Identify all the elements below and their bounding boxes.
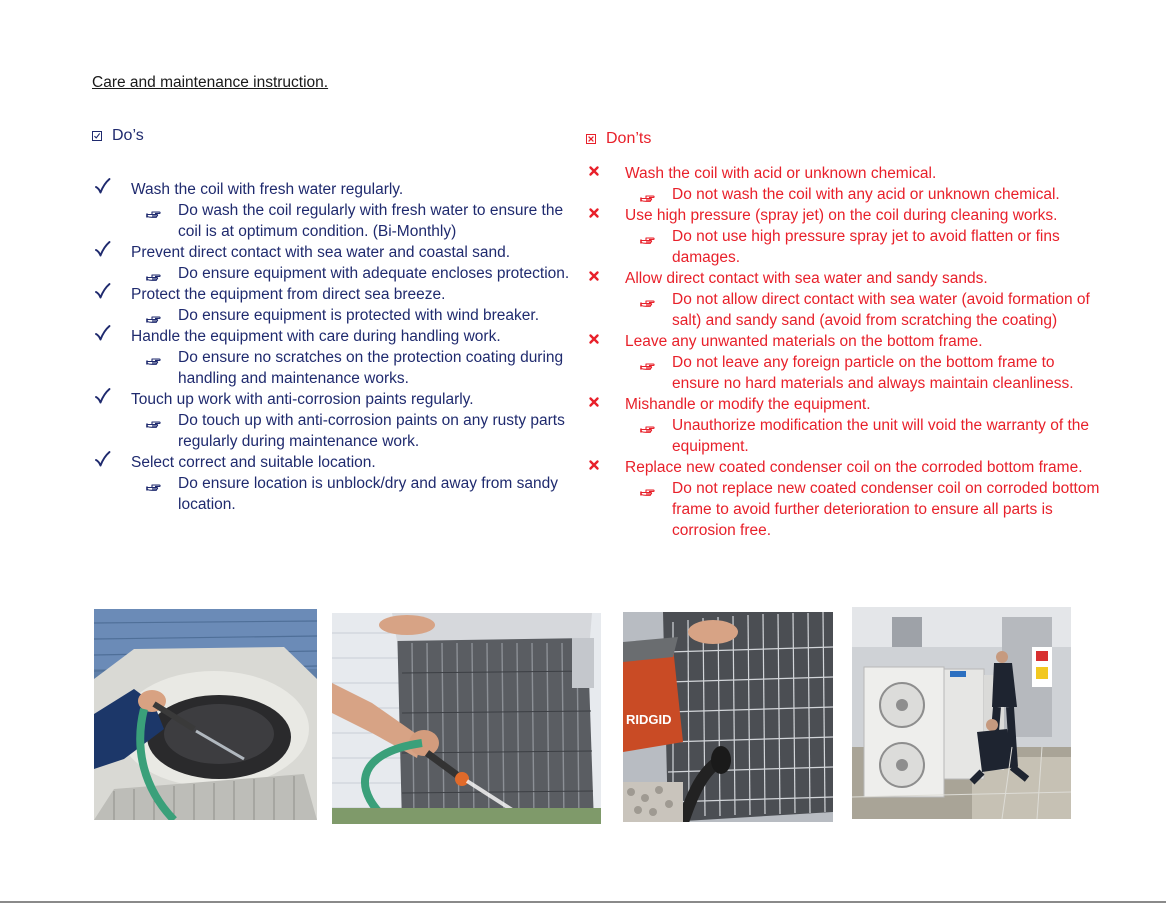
cross-icon xyxy=(587,269,607,289)
dos-item xyxy=(92,242,572,263)
donts-item xyxy=(586,205,1101,226)
dos-sub-item xyxy=(92,410,572,452)
dos-sub-item-text: Do ensure location is unblock/dry and away from sandy location. xyxy=(178,475,558,513)
pointing-hand-icon xyxy=(146,478,161,489)
dos-item-text: Select correct and suitable location. xyxy=(131,454,376,471)
pointing-hand-icon xyxy=(146,268,161,279)
donts-item xyxy=(586,394,1101,415)
dos-sub-item-text: Do touch up with anti-corrosion paints on any rusty parts regularly during maintenance work. xyxy=(178,412,565,450)
photo-technicians-servicing-units xyxy=(852,607,1071,819)
donts-sub-item xyxy=(586,226,1101,268)
donts-list xyxy=(586,163,1101,541)
donts-sub-item-text: Do not replace new coated condenser coil on corroded bottom frame to avoid further deterioration to ensure all parts is corrosion free. xyxy=(672,480,1100,539)
donts-sub-item xyxy=(586,478,1101,541)
dos-sub-item xyxy=(92,347,572,389)
donts-item-text: Replace new coated condenser coil on the corroded bottom frame. xyxy=(625,459,1083,476)
dos-item xyxy=(92,284,572,305)
page-bottom-border xyxy=(0,901,1166,903)
donts-heading xyxy=(586,130,651,148)
cross-icon xyxy=(587,164,607,184)
vacuum-brand-label: RIDGID xyxy=(626,712,672,727)
photo-hose-spraying-coil xyxy=(332,613,601,824)
pointing-hand-icon xyxy=(146,352,161,363)
dos-list xyxy=(92,179,572,515)
photo-hose-washing-unit-top xyxy=(94,609,317,820)
pointing-hand-icon xyxy=(146,310,161,321)
checkmark-icon xyxy=(93,386,113,406)
donts-item-text: Wash the coil with acid or unknown chemical. xyxy=(625,165,937,182)
donts-item xyxy=(586,163,1101,184)
document-title: Care and maintenance instruction. xyxy=(92,74,329,91)
dos-item xyxy=(92,179,572,200)
checkmark-icon xyxy=(93,239,113,259)
dos-sub-item xyxy=(92,473,572,515)
pointing-hand-icon xyxy=(640,294,655,305)
dos-sub-item-text: Do ensure no scratches on the protection coating during handling and maintenance works. xyxy=(178,349,564,387)
dos-sub-item-text: Do ensure equipment with adequate encloses protection. xyxy=(178,265,570,282)
pointing-hand-icon xyxy=(640,483,655,494)
cross-icon xyxy=(587,458,607,478)
dos-sub-item-text: Do wash the coil regularly with fresh water to ensure the coil is at optimum condition. (Bi-Monthly) xyxy=(178,202,564,240)
cross-icon xyxy=(587,395,607,415)
checkmark-icon xyxy=(93,323,113,343)
donts-sub-item-text: Do not wash the coil with any acid or unknown chemical. xyxy=(672,186,1060,203)
cross-icon xyxy=(587,332,607,352)
donts-item xyxy=(586,457,1101,478)
donts-heading-label: Don’ts xyxy=(606,130,652,147)
dos-sub-item xyxy=(92,263,572,284)
donts-sub-item-text: Do not leave any foreign particle on the bottom frame to ensure no hard materials and always maintain cleanliness. xyxy=(672,354,1074,392)
donts-sub-item xyxy=(586,352,1101,394)
pointing-hand-icon xyxy=(640,189,655,200)
donts-sub-item xyxy=(586,415,1101,457)
dos-item-text: Touch up work with anti-corrosion paints regularly. xyxy=(131,391,474,408)
photo-vacuum-cleaning-condenser xyxy=(623,612,833,822)
pointing-hand-icon xyxy=(640,231,655,242)
dos-sub-item-text: Do ensure equipment is protected with wind breaker. xyxy=(178,307,540,324)
dos-sub-item xyxy=(92,305,572,326)
dos-item-text: Prevent direct contact with sea water and coastal sand. xyxy=(131,244,511,261)
checkmark-icon xyxy=(93,281,113,301)
pointing-hand-icon xyxy=(146,415,161,426)
checkbox-checked-icon xyxy=(92,131,102,141)
checkbox-crossed-icon xyxy=(586,134,596,144)
donts-item-text: Mishandle or modify the equipment. xyxy=(625,396,871,413)
dos-item xyxy=(92,389,572,410)
donts-item xyxy=(586,331,1101,352)
donts-sub-item-text: Do not use high pressure spray jet to avoid flatten or fins damages. xyxy=(672,228,1060,266)
checkmark-icon xyxy=(93,176,113,196)
dos-item xyxy=(92,326,572,347)
pointing-hand-icon xyxy=(146,205,161,216)
checkmark-icon xyxy=(93,449,113,469)
cross-icon xyxy=(587,206,607,226)
donts-sub-item xyxy=(586,289,1101,331)
dos-item-text: Handle the equipment with care during handling work. xyxy=(131,328,501,345)
donts-item-text: Allow direct contact with sea water and sandy sands. xyxy=(625,270,988,287)
donts-sub-item-text: Do not allow direct contact with sea water (avoid formation of salt) and sandy sand (avoid from scratching the coating) xyxy=(672,291,1090,329)
pointing-hand-icon xyxy=(640,357,655,368)
dos-sub-item xyxy=(92,200,572,242)
dos-item-text: Wash the coil with fresh water regularly. xyxy=(131,181,404,198)
dos-heading-label: Do’s xyxy=(112,127,144,144)
donts-sub-item xyxy=(586,184,1101,205)
dos-item-text: Protect the equipment from direct sea breeze. xyxy=(131,286,446,303)
dos-heading xyxy=(92,127,144,145)
donts-item-text: Use high pressure (spray jet) on the coil during cleaning works. xyxy=(625,207,1058,224)
donts-item xyxy=(586,268,1101,289)
pointing-hand-icon xyxy=(640,420,655,431)
donts-item-text: Leave any unwanted materials on the bottom frame. xyxy=(625,333,983,350)
dos-item xyxy=(92,452,572,473)
donts-sub-item-text: Unauthorize modification the unit will void the warranty of the equipment. xyxy=(672,417,1089,455)
